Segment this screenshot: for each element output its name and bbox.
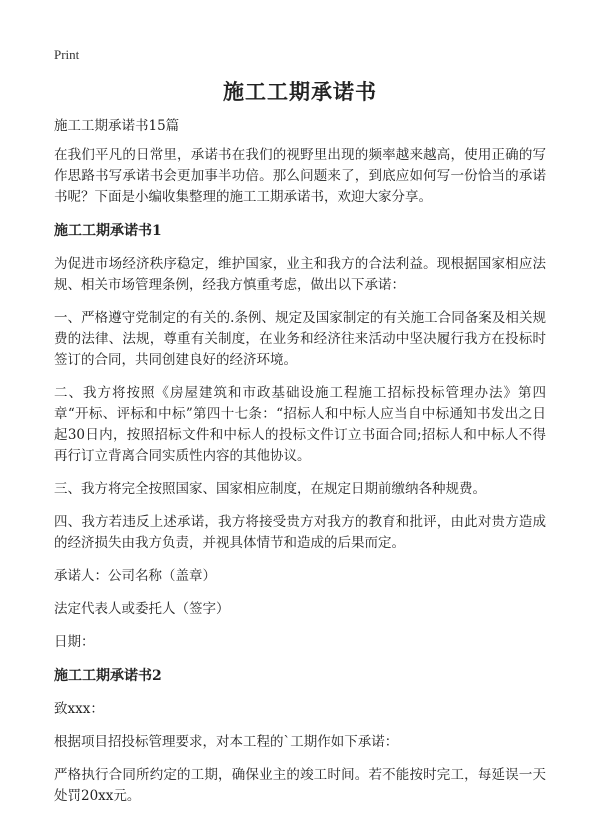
section-1-paragraph-1: 为促进市场经济秩序稳定，维护国家，业主和我方的合法利益。现根据国家相应法规、相关市场管理条例，经我方慎重考虑，做出以下承诺： (54, 256, 546, 293)
print-link[interactable]: Print (54, 47, 80, 62)
document-subtitle: 施工工期承诺书15篇 (54, 118, 180, 134)
section-1-paragraph-3: 二、我方将按照《房屋建筑和市政基础设施工程施工招标投标管理办法》第四章“开标、评标和中标”第四十七条：“招标人和中标人应当自中标通知书发出之日起30日内，按照招标文件和中标人的投标文件订立书面合同;招标人和中标人不得再行订立背离合同实质性内容的其他协议。 (54, 385, 546, 464)
section-2-heading: 施工工期承诺书2 (54, 668, 162, 684)
intro-paragraph: 在我们平凡的日常里，承诺书在我们的视野里出现的频率越来越高，使用正确的写作思路书写承诺书会更加事半功倍。那么问题来了，到底应如何写一份恰当的承诺书呢？下面是小编收集整理的施工工期承诺书，欢迎大家分享。 (54, 147, 546, 205)
section-1-paragraph-2: 一、严格遵守党制定的有关的.条例、规定及国家制定的有关施工合同备案及相关规费的法律、法规，尊重有关制度，在业务和经济往来活动中坚决履行我方在投标时签订的合同，共同创建良好的经济环境。 (54, 310, 546, 368)
addressee-line: 致xxx： (54, 701, 104, 717)
date-line: 日期： (54, 634, 95, 650)
section-2-paragraph-2: 严格执行合同所约定的工期，确保业主的竣工时间。若不能按时完工，每延误一天处罚20xx元。 (54, 767, 546, 804)
section-1-paragraph-4: 三、我方将完全按照国家、国家相应制度，在规定日期前缴纳各种规费。 (54, 481, 486, 497)
representative-line: 法定代表人或委托人（签字） (54, 601, 230, 617)
section-1-heading: 施工工期承诺书1 (54, 223, 162, 239)
section-2-paragraph-1: 根据项目招投标管理要求，对本工程的`工期作如下承诺： (54, 734, 399, 750)
section-1-paragraph-5: 四、我方若违反上述承诺，我方将接受贵方对我方的教育和批评，由此对贵方造成的经济损失由我方负责，并视具体情节和造成的后果而定。 (54, 514, 546, 551)
promisor-line: 承诺人：公司名称（盖章） (54, 568, 216, 584)
document-title: 施工工期承诺书 (223, 79, 377, 104)
